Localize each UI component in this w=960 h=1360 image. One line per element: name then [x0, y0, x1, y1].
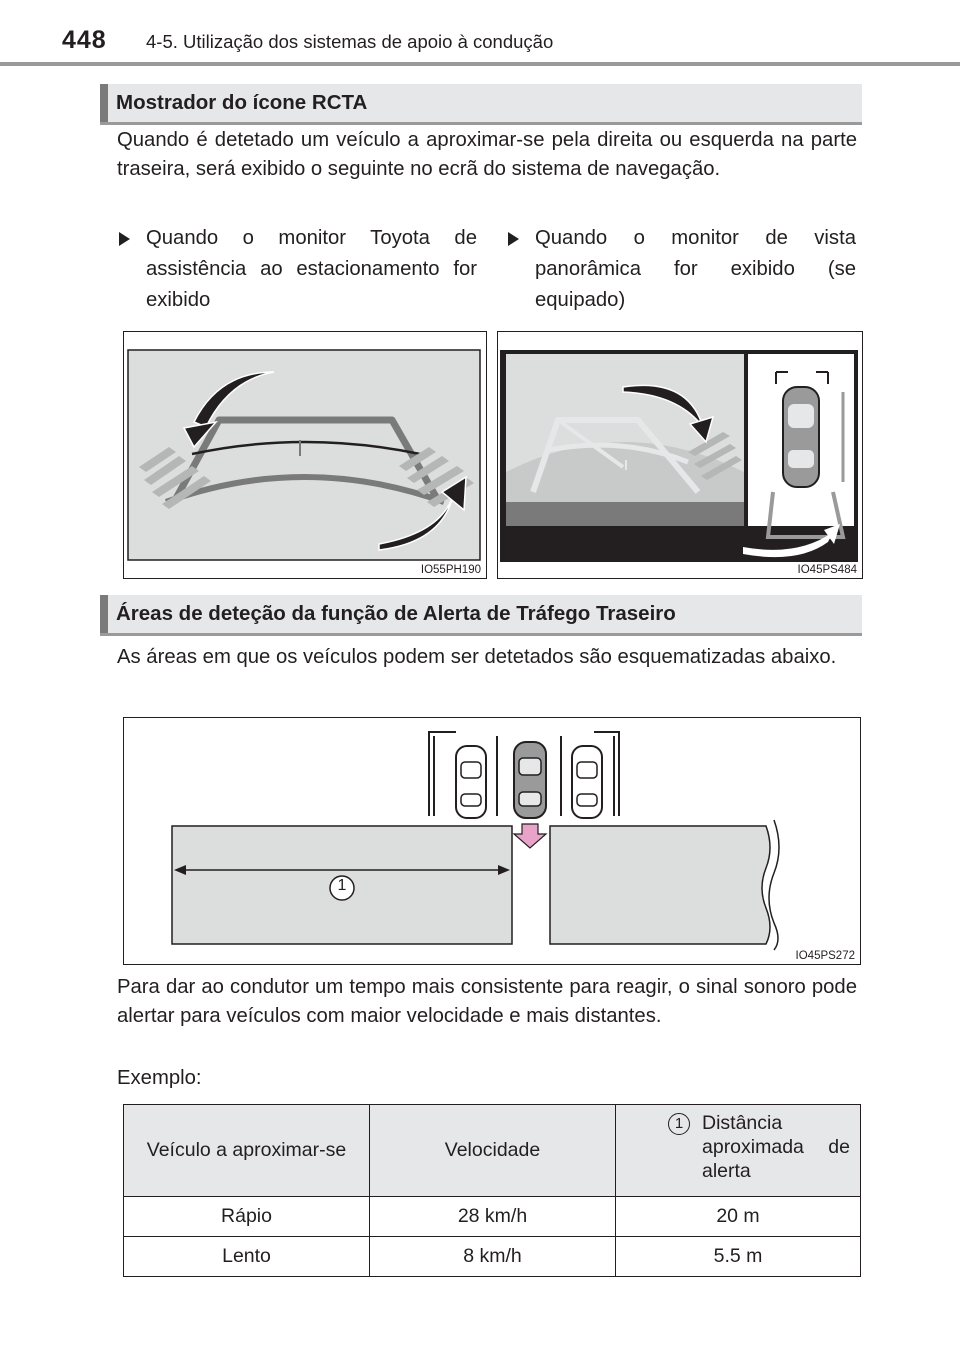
- section-underline: [100, 122, 862, 125]
- bullet-triangle-icon: [119, 232, 130, 246]
- header-callout: [668, 1111, 690, 1135]
- example-label: Exemplo:: [117, 1067, 202, 1089]
- section-title: Mostrador do ícone RCTA: [116, 91, 368, 114]
- panoramic-view-illustration: [498, 332, 861, 577]
- callout-number: 1: [668, 1113, 690, 1135]
- alert-distance-table: [123, 1104, 861, 1277]
- section-heading-detection-areas: [100, 595, 862, 633]
- header-alert-distance: [616, 1105, 861, 1197]
- detection-areas-intro: As áreas em que os veículos podem ser detetados são esquematizadas abaixo.: [117, 646, 837, 668]
- cell-speed: 28 km/h: [370, 1197, 616, 1237]
- section-underline: [100, 633, 862, 636]
- callout-number: 1: [337, 877, 347, 894]
- figure-code: IO45PS272: [793, 950, 858, 962]
- parking-assist-illustration: [124, 332, 485, 577]
- section-heading-rcta: [100, 84, 862, 122]
- detection-areas-diagram: [124, 718, 859, 963]
- header-rule: [0, 62, 960, 66]
- parked-car-right: [572, 746, 602, 818]
- rcta-intro-paragraph: Quando é detetado um veículo a aproximar-se pela direita ou esquerda na parte traseira, será exibido o seguinte no ecrã do sistema de navegação.: [117, 129, 857, 180]
- table-header-row: [124, 1105, 861, 1197]
- running-title: 4-5. Utilização dos sistemas de apoio à condução: [146, 31, 554, 52]
- own-car: [514, 742, 546, 818]
- header-alert-distance-text: Distância aproximada de alerta: [702, 1112, 850, 1182]
- alert-timing-paragraph: Para dar ao condutor um tempo mais consistente para reagir, o sinal sonoro pode alertar para veículos com maior velocidade e mais distantes.: [117, 976, 857, 1027]
- bullet-text: Quando o monitor Toyota de assistência ao estacionamento for exibido: [146, 227, 477, 311]
- bullet-text: Quando o monitor de vista panorâmica for exibido (se equipado): [535, 227, 856, 311]
- table-row: [124, 1237, 861, 1277]
- figure-detection-areas: [123, 717, 861, 965]
- cell-vehicle: Lento: [124, 1237, 370, 1277]
- cell-distance: 5.5 m: [616, 1237, 861, 1277]
- header-approaching-vehicle: Veículo a aproximar-se: [124, 1105, 370, 1197]
- section-title: Áreas de deteção da função de Alerta de Tráfego Traseiro: [116, 602, 676, 625]
- cell-vehicle: Rápio: [124, 1197, 370, 1237]
- parked-car-left: [456, 746, 486, 818]
- section-accent: [100, 595, 108, 633]
- figure-code: IO45PS484: [795, 564, 860, 576]
- figure-code: IO55PH190: [418, 564, 484, 576]
- section-accent: [100, 84, 108, 122]
- bullet-triangle-icon: [508, 232, 519, 246]
- header-speed: Velocidade: [370, 1105, 616, 1197]
- figure-parking-assist-monitor: [123, 331, 487, 579]
- page-number: 448: [62, 26, 107, 54]
- page-header: [0, 0, 960, 66]
- cell-distance: 20 m: [616, 1197, 861, 1237]
- cell-speed: 8 km/h: [370, 1237, 616, 1277]
- figure-panoramic-view-monitor: [497, 331, 863, 579]
- table-row: [124, 1197, 861, 1237]
